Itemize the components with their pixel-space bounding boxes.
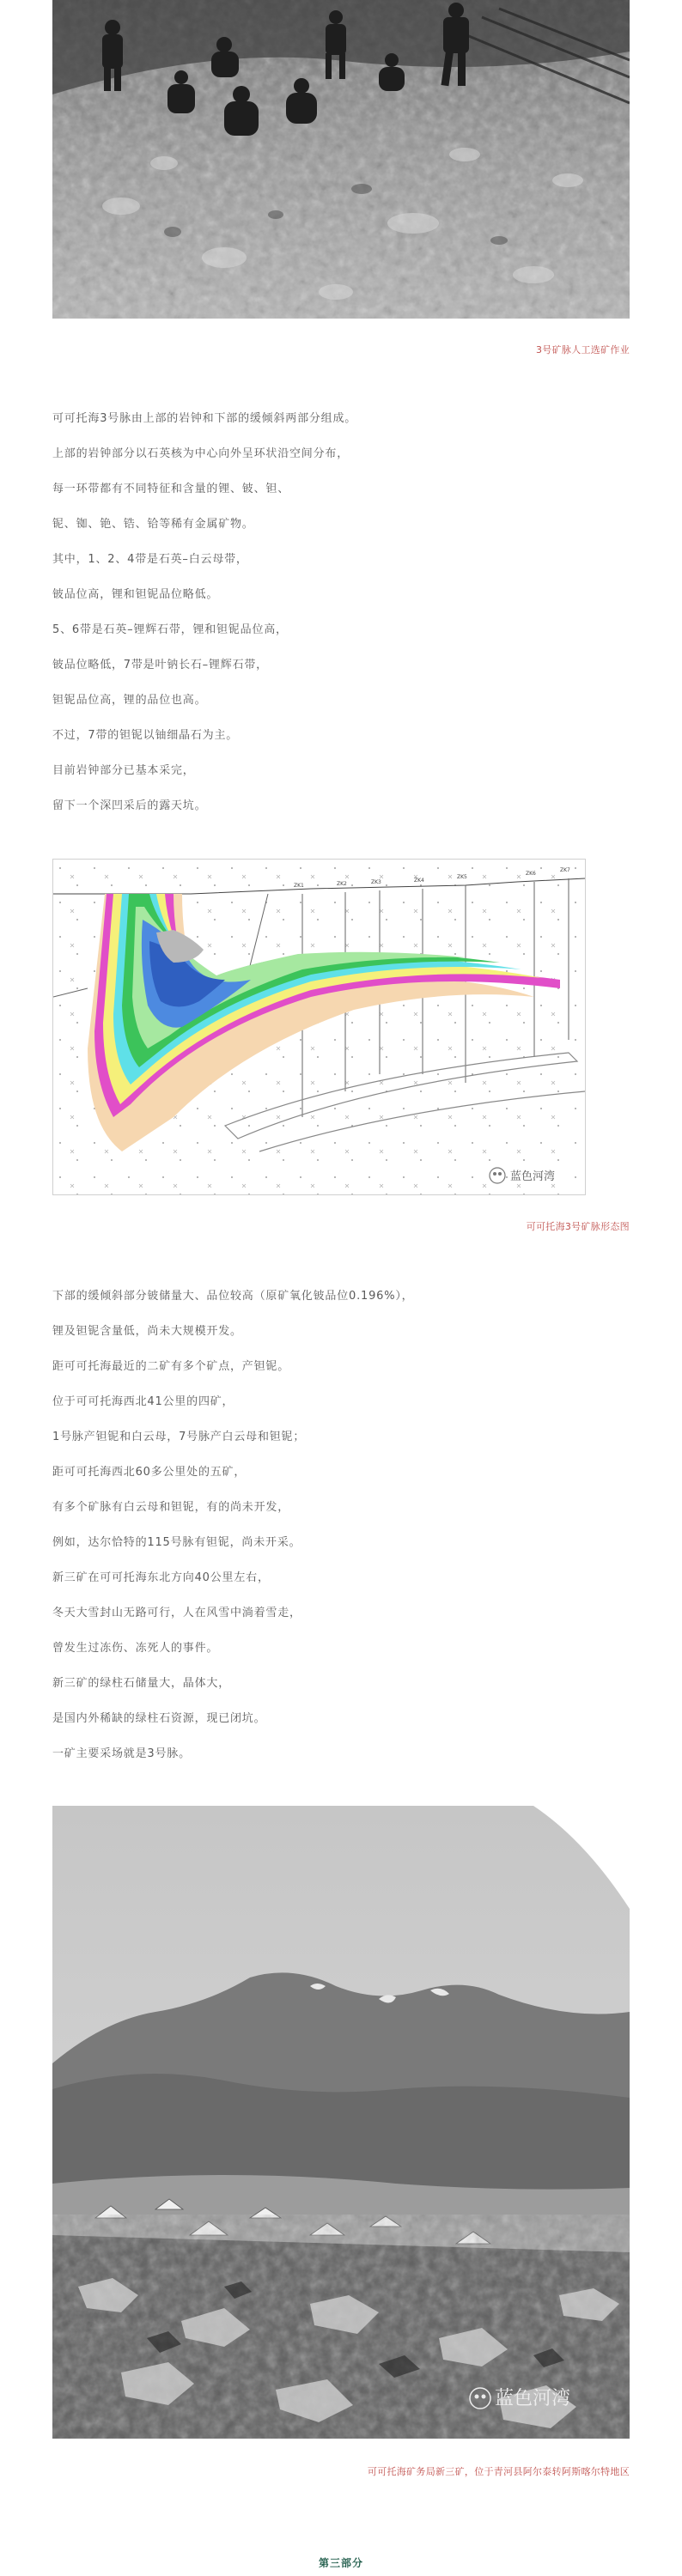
photo-caption: 3号矿脉人工选矿作业 xyxy=(536,344,630,355)
watermark-text: 蓝色河湾 xyxy=(495,2388,571,2409)
paragraph-line: 1号脉产钽铌和白云母，7号脉产白云母和钽铌； xyxy=(52,1431,306,1443)
diagram-caption: 可可托海3号矿脉形态图 xyxy=(526,1221,630,1232)
article-paragraph xyxy=(52,410,630,833)
svg-text:ZK5: ZK5 xyxy=(457,874,467,880)
paragraph-line: 每一环带都有不同特征和含量的锂、铍、钽、 xyxy=(52,483,290,495)
svg-text:ZK2: ZK2 xyxy=(337,881,347,887)
paragraph-line: 是国内外稀缺的绿柱石资源，现已闭坑。 xyxy=(52,1712,266,1725)
mountain-camp-image xyxy=(52,1806,630,2439)
paragraph-line: 锂及钽铌含量低，尚未大规模开发。 xyxy=(52,1325,242,1338)
paragraph-line: 上部的岩钟部分以石英核为中心向外呈环状沿空间分布， xyxy=(52,447,350,460)
paragraph-line: 不过，7带的钽铌以铀细晶石为主。 xyxy=(52,729,239,742)
paragraph-line: 一矿主要采场就是3号脉。 xyxy=(52,1747,191,1760)
paragraph-line: 铌、铷、铯、锆、铪等稀有金属矿物。 xyxy=(52,518,254,531)
svg-text:ZK4: ZK4 xyxy=(414,878,424,884)
paragraph-line: 冬天大雪封山无路可行，人在风雪中淌着雪走， xyxy=(52,1607,301,1619)
article-paragraph xyxy=(52,1288,630,1781)
paragraph-line: 目前岩钟部分已基本采完， xyxy=(52,764,195,777)
paragraph-line: 位于可可托海西北41公里的四矿， xyxy=(52,1395,234,1408)
paragraph-line: 可可托海3号脉由上部的岩钟和下部的缓倾斜两部分组成。 xyxy=(52,412,357,425)
paragraph-line: 留下一个深凹采后的露天坑。 xyxy=(52,799,207,812)
paragraph-line: 钽铌品位高，锂的品位也高。 xyxy=(52,694,207,707)
watermark-text: 蓝色河湾 xyxy=(510,1170,556,1183)
vein-diagram xyxy=(52,859,586,1195)
section-title: 第三部分 xyxy=(318,2557,363,2569)
mining-workers-photo xyxy=(52,0,630,319)
paragraph-line: 5、6带是石英–锂辉石带，锂和钽铌品位高， xyxy=(52,623,288,636)
vein-cross-section xyxy=(53,860,585,1194)
photo-caption: 可可托海矿务局新三矿，位于青河县阿尔泰转阿斯喀尔特地区 xyxy=(367,2466,630,2477)
mining-workers-image xyxy=(52,0,630,319)
svg-text:ZK3: ZK3 xyxy=(371,879,381,885)
mountain-camp-photo xyxy=(52,1806,630,2439)
paragraph-line: 例如，达尔恰特的115号脉有钽铌，尚未开采。 xyxy=(52,1536,301,1549)
svg-text:ZK7: ZK7 xyxy=(560,867,570,873)
paragraph-line: 有多个矿脉有白云母和钽铌，有的尚未开发， xyxy=(52,1501,290,1514)
paragraph-line: 新三矿的绿柱石储量大，晶体大， xyxy=(52,1677,231,1690)
svg-text:ZK1: ZK1 xyxy=(294,883,304,889)
paragraph-line: 铍品位高，锂和钽铌品位略低。 xyxy=(52,588,219,601)
paragraph-line: 曾发生过冻伤、冻死人的事件。 xyxy=(52,1642,219,1655)
paragraph-line: 新三矿在可可托海东北方向40公里左右， xyxy=(52,1571,270,1584)
paragraph-line: 距可可托海最近的二矿有多个矿点，产钽铌。 xyxy=(52,1360,290,1373)
paragraph-line: 距可可托海西北60多公里处的五矿， xyxy=(52,1466,247,1479)
paragraph-line: 其中，1、2、4带是石英–白云母带， xyxy=(52,553,248,566)
paragraph-line: 铍品位略低，7带是叶钠长石–锂辉石带， xyxy=(52,659,268,671)
paragraph-line: 下部的缓倾斜部分铍储量大、品位较高（原矿氧化铍品位0.196%）， xyxy=(52,1290,414,1303)
svg-text:ZK6: ZK6 xyxy=(526,871,536,877)
